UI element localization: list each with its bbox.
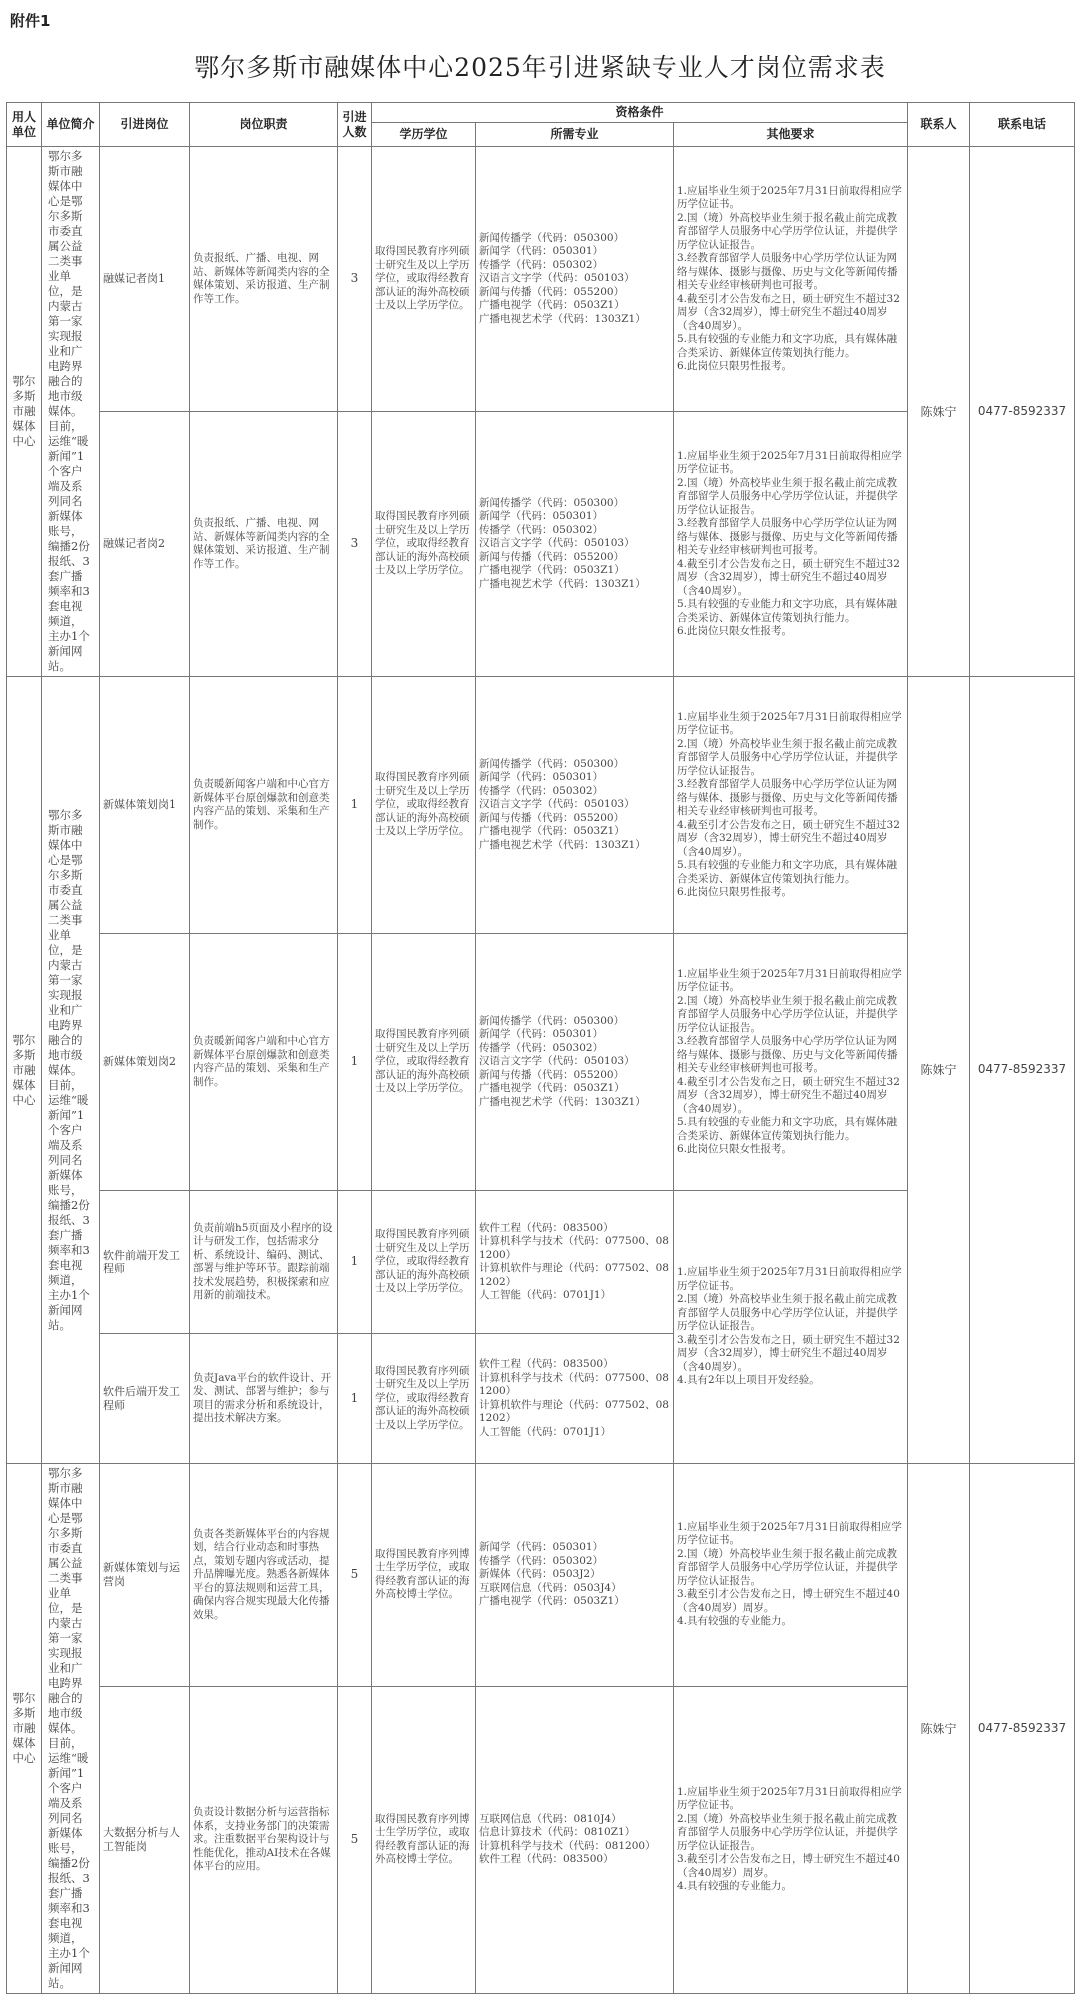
count-cell: 1 bbox=[338, 1334, 372, 1464]
unit-cell: 鄂尔多斯市融媒体中心 bbox=[7, 677, 42, 1464]
requirements-cell bbox=[674, 934, 908, 1191]
count-cell: 5 bbox=[338, 1464, 372, 1687]
req-line: 1.应届毕业生须于2025年7月31日前取得相应学历学位证书。 bbox=[677, 1520, 902, 1547]
duty-cell: 负责Java平台的软件设计、开发、测试、部署与维护；参与项目的需求分析和系统设计，提出技术解决方案。 bbox=[190, 1334, 338, 1464]
req-line: 2.国（境）外高校毕业生须于报名截止前完成教育部留学人员服务中心学历学位认证，并提供学历学位认证报告。 bbox=[677, 737, 898, 777]
major-line: 广播电视学（代码：0503Z1） bbox=[479, 299, 625, 312]
req-line: 2.国（境）外高校毕业生须于报名截止前完成教育部留学人员服务中心学历学位认证，并提供学历学位认证报告。 bbox=[677, 1293, 898, 1333]
major-line: 汉语言文字学（代码：050103） bbox=[479, 272, 635, 285]
requirements-cell bbox=[674, 1464, 908, 1687]
major-line: 软件工程（代码：083500） bbox=[479, 1853, 614, 1866]
duty-cell: 负责设计数据分析与运营指标体系，支持业务部门的决策需求。注重数据平台架构设计与性能优化，推动AI技术在各媒体平台的应用。 bbox=[190, 1686, 338, 1993]
major-line: 广播电视学（代码：0503Z1） bbox=[479, 1595, 625, 1608]
header-contact: 联系人 bbox=[908, 103, 970, 147]
major-line: 计算机软件与理论（代码：077502、081202） bbox=[479, 1398, 669, 1424]
major-line: 汉语言文字学（代码：050103） bbox=[479, 798, 635, 811]
header-other: 其他要求 bbox=[674, 123, 908, 147]
major-line: 广播电视学（代码：0503Z1） bbox=[479, 564, 625, 577]
req-line: 4.截至引才公告发布之日，硕士研究生不超过32周岁（含32周岁），博士研究生不超过40周岁（含40周岁）。 bbox=[677, 292, 900, 332]
req-line: 4.具有较强的专业能力。 bbox=[677, 1880, 793, 1893]
req-line: 1.应届毕业生须于2025年7月31日前取得相应学历学位证书。 bbox=[677, 1266, 902, 1292]
major-line: 传播学（代码：050302） bbox=[479, 258, 604, 271]
major-line: 人工智能（代码：0701J1） bbox=[479, 1289, 612, 1301]
edu-cell: 取得国民教育序列硕士研究生及以上学历学位，或取得经教育部认证的海外高校硕士及以上学历学位。 bbox=[372, 677, 476, 934]
major-line: 互联网信息（代码：0503J4） bbox=[479, 1581, 622, 1594]
major-line: 广播电视学（代码：0503Z1） bbox=[479, 825, 625, 838]
req-line: 3.截至引才公告发布之日，博士研究生不超过40（含40周岁）周岁。 bbox=[677, 1853, 900, 1879]
duty-cell: 负责前端h5页面及小程序的设计与研发工作，包括需求分析、系统设计、编码、测试、部署与维护等环节。跟踪前端技术发展趋势，积极探索和应用新的前端技术。 bbox=[190, 1191, 338, 1334]
major-line: 人工智能（代码：0701J1） bbox=[479, 1425, 612, 1438]
major-line: 新媒体（代码：0503J2） bbox=[479, 1568, 601, 1581]
contact-cell: 陈姝宁 bbox=[908, 677, 970, 1464]
edu-cell: 取得国民教育序列博士生学历学位，或取得经教育部认证的海外高校博士学位。 bbox=[372, 1686, 476, 1993]
major-line: 传播学（代码：050302） bbox=[479, 1041, 604, 1054]
major-line: 计算机软件与理论（代码：077502、081202） bbox=[479, 1262, 669, 1288]
major-cell bbox=[476, 1334, 674, 1464]
count-cell: 3 bbox=[338, 412, 372, 677]
intro-cell: 鄂尔多斯市融媒体中心是鄂尔多斯市委直属公益二类事业单位，是内蒙古第一家实现报业和广电跨界融合的地市级媒体。目前，运维“暖新闻”1个客户端及系列同名新媒体账号，编播2份报纸、3套广播频率和3套电视频道，主办1个新闻网站。 bbox=[42, 147, 100, 677]
req-line: 3.截至引才公告发布之日，硕士研究生不超过32周岁（含32周岁），博士研究生不超过40周岁（含40周岁）。 bbox=[677, 1333, 900, 1373]
header-count: 引进人数 bbox=[338, 103, 372, 147]
edu-cell: 取得国民教育序列硕士研究生及以上学历学位，或取得经教育部认证的海外高校硕士及以上学历学位。 bbox=[372, 934, 476, 1191]
post-cell: 大数据分析与人工智能岗 bbox=[100, 1686, 190, 1993]
unit-cell: 鄂尔多斯市融媒体中心 bbox=[7, 1464, 42, 1994]
post-cell: 软件前端开发工程师 bbox=[100, 1191, 190, 1334]
major-line: 汉语言文字学（代码：050103） bbox=[479, 537, 635, 550]
major-line: 计算机科学与技术（代码：077500、081200） bbox=[479, 1371, 669, 1397]
major-cell bbox=[476, 677, 674, 934]
major-cell bbox=[476, 1464, 674, 1687]
table-row bbox=[7, 677, 1075, 934]
intro-cell: 鄂尔多斯市融媒体中心是鄂尔多斯市委直属公益二类事业单位，是内蒙古第一家实现报业和广电跨界融合的地市级媒体。目前，运维“暖新闻”1个客户端及系列同名新媒体账号，编播2份报纸、3套广播频率和3套电视频道，主办1个新闻网站。 bbox=[42, 1464, 100, 1994]
requirements-table bbox=[6, 102, 1075, 1994]
requirements-cell bbox=[674, 147, 908, 412]
header-unit: 用人单位 bbox=[7, 103, 42, 147]
phone-cell: 0477-8592337 bbox=[970, 677, 1075, 1464]
major-line: 新闻学（代码：050301） bbox=[479, 1541, 604, 1554]
major-line: 新闻与传播（代码：055200） bbox=[479, 811, 625, 824]
req-line: 5.具有较强的专业能力和文字功底，具有媒体融合类采访、新媒体宣传策划执行能力。 bbox=[677, 1116, 898, 1142]
major-line: 传播学（代码：050302） bbox=[479, 523, 604, 536]
req-line: 3.经教育部留学人员服务中心学历学位认证为网络与媒体、摄影与摄像、历史与文化等新闻传播相关专业经审核研判也可报考。 bbox=[677, 778, 898, 817]
edu-cell: 取得国民教育序列硕士研究生及以上学历学位，或取得经教育部认证的海外高校硕士及以上学历学位。 bbox=[372, 1334, 476, 1464]
count-cell: 1 bbox=[338, 1191, 372, 1334]
duty-cell: 负责各类新媒体平台的内容规划，结合行业动态和时事热点，策划专题内容或活动，提升品牌曝光度。熟悉各新媒体平台的算法规则和运营工具，确保内容合规实现最大化传播效果。 bbox=[190, 1464, 338, 1687]
req-line: 1.应届毕业生须于2025年7月31日前取得相应学历学位证书。 bbox=[677, 710, 902, 736]
req-line: 6.此岗位只限女性报考。 bbox=[677, 625, 793, 637]
header-post: 引进岗位 bbox=[100, 103, 190, 147]
duty-cell: 负责报纸、广播、电视、网站、新媒体等新闻类内容的全媒体策划、采访报道、生产制作等工作。 bbox=[190, 147, 338, 412]
header-duty: 岗位职责 bbox=[190, 103, 338, 147]
major-line: 广播电视艺术学（代码：1303Z1） bbox=[479, 312, 646, 325]
major-line: 软件工程（代码：083500） bbox=[479, 1221, 614, 1234]
req-line: 2.国（境）外高校毕业生须于报名截止前完成教育部留学人员服务中心学历学位认证，并提供学历学位认证报告。 bbox=[677, 476, 898, 516]
major-line: 新闻与传播（代码：055200） bbox=[479, 550, 625, 563]
req-line: 3.经教育部留学人员服务中心学历学位认证为网络与媒体、摄影与摄像、历史与文化等新闻传播相关专业经审核研判也可报考。 bbox=[677, 1035, 898, 1074]
major-line: 计算机科学与技术（代码：077500、081200） bbox=[479, 1235, 669, 1261]
duty-cell: 负责暖新闻客户端和中心官方新媒体平台原创爆款和创意类内容产品的策划、采集和生产制作。 bbox=[190, 934, 338, 1191]
contact-cell: 陈姝宁 bbox=[908, 147, 970, 677]
major-cell bbox=[476, 934, 674, 1191]
req-line: 4.截至引才公告发布之日，硕士研究生不超过32周岁（含32周岁），博士研究生不超过40周岁（含40周岁）。 bbox=[677, 1075, 900, 1115]
req-line: 2.国（境）外高校毕业生须于报名截止前完成教育部留学人员服务中心学历学位认证，并提供学历学位认证报告。 bbox=[677, 211, 898, 251]
major-line: 新闻学（代码：050301） bbox=[479, 245, 604, 258]
req-line: 5.具有较强的专业能力和文字功底，具有媒体融合类采访、新媒体宣传策划执行能力。 bbox=[677, 859, 898, 885]
major-line: 汉语言文字学（代码：050103） bbox=[479, 1055, 635, 1068]
post-cell: 新媒体策划岗2 bbox=[100, 934, 190, 1191]
edu-cell: 取得国民教育序列硕士研究生及以上学历学位，或取得经教育部认证的海外高校硕士及以上学历学位。 bbox=[372, 1191, 476, 1334]
major-line: 新闻传播学（代码：050300） bbox=[479, 231, 625, 244]
page-title: 鄂尔多斯市融媒体中心2025年引进紧缺专业人才岗位需求表 bbox=[194, 53, 886, 82]
major-line: 软件工程（代码：083500） bbox=[479, 1358, 614, 1370]
req-line: 6.此岗位只限男性报考。 bbox=[677, 886, 793, 898]
phone-cell: 0477-8592337 bbox=[970, 1464, 1075, 1994]
edu-cell: 取得国民教育序列硕士研究生及以上学历学位，或取得经教育部认证的海外高校硕士及以上学历学位。 bbox=[372, 412, 476, 677]
unit-cell: 鄂尔多斯市融媒体中心 bbox=[7, 147, 42, 677]
header-edu: 学历学位 bbox=[372, 123, 476, 147]
req-line: 1.应届毕业生须于2025年7月31日前取得相应学历学位证书。 bbox=[677, 184, 902, 210]
req-line: 2.国（境）外高校毕业生须于报名截止前完成教育部留学人员服务中心学历学位认证，并提供学历学位认证报告。 bbox=[677, 994, 898, 1034]
edu-cell: 取得国民教育序列博士生学历学位，或取得经教育部认证的海外高校博士学位。 bbox=[372, 1464, 476, 1687]
major-line: 信息计算技术（代码：0810Z1） bbox=[479, 1826, 636, 1839]
edu-cell: 取得国民教育序列硕士研究生及以上学历学位，或取得经教育部认证的海外高校硕士及以上学历学位。 bbox=[372, 147, 476, 412]
major-cell bbox=[476, 1191, 674, 1334]
major-line: 新闻学（代码：050301） bbox=[479, 771, 604, 784]
requirements-cell bbox=[674, 677, 908, 934]
req-line: 5.具有较强的专业能力和文字功底，具有媒体融合类采访、新媒体宣传策划执行能力。 bbox=[677, 598, 898, 624]
header-major: 所需专业 bbox=[476, 123, 674, 147]
req-line: 5.具有较强的专业能力和文字功底，具有媒体融合类采访、新媒体宣传策划执行能力。 bbox=[677, 333, 898, 359]
major-line: 新闻传播学（代码：050300） bbox=[479, 757, 625, 770]
major-line: 新闻传播学（代码：050300） bbox=[479, 1014, 625, 1027]
req-line: 1.应届毕业生须于2025年7月31日前取得相应学历学位证书。 bbox=[677, 1785, 902, 1812]
count-cell: 1 bbox=[338, 677, 372, 934]
major-line: 广播电视学（代码：0503Z1） bbox=[479, 1082, 625, 1095]
header-intro: 单位简介 bbox=[42, 103, 100, 147]
duty-cell: 负责报纸、广播、电视、网站、新媒体等新闻类内容的全媒体策划、采访报道、生产制作等工作。 bbox=[190, 412, 338, 677]
attachment-label: 附件1 bbox=[10, 12, 51, 30]
req-line: 3.截至引才公告发布之日，博士研究生不超过40（含40周岁）周岁。 bbox=[677, 1588, 900, 1614]
req-line: 1.应届毕业生须于2025年7月31日前取得相应学历学位证书。 bbox=[677, 967, 902, 993]
major-cell bbox=[476, 1686, 674, 1993]
table-row bbox=[7, 1464, 1075, 1687]
intro-cell: 鄂尔多斯市融媒体中心是鄂尔多斯市委直属公益二类事业单位，是内蒙古第一家实现报业和广电跨界融合的地市级媒体。目前，运维“暖新闻”1个客户端及系列同名新媒体账号，编播2份报纸、3套广播频率和3套电视频道，主办1个新闻网站。 bbox=[42, 677, 100, 1464]
req-line: 3.经教育部留学人员服务中心学历学位认证为网络与媒体、摄影与摄像、历史与文化等新闻传播相关专业经审核研判也可报考。 bbox=[677, 252, 898, 291]
requirements-cell bbox=[674, 1686, 908, 1993]
req-line: 2.国（境）外高校毕业生须于报名截止前完成教育部留学人员服务中心学历学位认证，并提供学历学位认证报告。 bbox=[677, 1812, 898, 1852]
count-cell: 1 bbox=[338, 934, 372, 1191]
count-cell: 3 bbox=[338, 147, 372, 412]
req-line: 4.具有2年以上项目开发经验。 bbox=[677, 1374, 820, 1387]
req-line: 6.此岗位只限男性报考。 bbox=[677, 360, 793, 372]
major-line: 广播电视艺术学（代码：1303Z1） bbox=[479, 838, 646, 851]
major-line: 新闻学（代码：050301） bbox=[479, 510, 604, 523]
major-line: 传播学（代码：050302） bbox=[479, 1554, 604, 1567]
req-line: 6.此岗位只限女性报考。 bbox=[677, 1143, 793, 1155]
post-cell: 软件后端开发工程师 bbox=[100, 1334, 190, 1464]
req-line: 2.国（境）外高校毕业生须于报名截止前完成教育部留学人员服务中心学历学位认证，并提供学历学位认证报告。 bbox=[677, 1547, 898, 1587]
major-line: 新闻与传播（代码：055200） bbox=[479, 1068, 625, 1081]
count-cell: 5 bbox=[338, 1686, 372, 1993]
major-line: 新闻学（代码：050301） bbox=[479, 1028, 604, 1041]
major-line: 广播电视艺术学（代码：1303Z1） bbox=[479, 577, 646, 590]
major-line: 传播学（代码：050302） bbox=[479, 784, 604, 797]
major-cell bbox=[476, 412, 674, 677]
req-line: 4.截至引才公告发布之日，硕士研究生不超过32周岁（含32周岁），博士研究生不超过40周岁（含40周岁）。 bbox=[677, 818, 900, 858]
major-cell bbox=[476, 147, 674, 412]
post-cell: 新媒体策划与运营岗 bbox=[100, 1464, 190, 1687]
phone-cell: 0477-8592337 bbox=[970, 147, 1075, 677]
major-line: 计算机科学与技术（代码：081200） bbox=[479, 1839, 656, 1852]
duty-cell: 负责暖新闻客户端和中心官方新媒体平台原创爆款和创意类内容产品的策划、采集和生产制作。 bbox=[190, 677, 338, 934]
post-cell: 融媒记者岗2 bbox=[100, 412, 190, 677]
table-row bbox=[7, 147, 1075, 412]
header-phone: 联系电话 bbox=[970, 103, 1075, 147]
req-line: 3.经教育部留学人员服务中心学历学位认证为网络与媒体、摄影与摄像、历史与文化等新闻传播相关专业经审核研判也可报考。 bbox=[677, 517, 898, 556]
post-cell: 融媒记者岗1 bbox=[100, 147, 190, 412]
requirements-cell bbox=[674, 412, 908, 677]
major-line: 互联网信息（代码：0810J4） bbox=[479, 1812, 622, 1825]
major-line: 新闻传播学（代码：050300） bbox=[479, 496, 625, 509]
req-line: 4.具有较强的专业能力。 bbox=[677, 1615, 793, 1628]
req-line: 1.应届毕业生须于2025年7月31日前取得相应学历学位证书。 bbox=[677, 449, 902, 475]
header-qualification: 资格条件 bbox=[372, 103, 908, 123]
major-line: 新闻与传播（代码：055200） bbox=[479, 285, 625, 298]
contact-cell: 陈姝宁 bbox=[908, 1464, 970, 1994]
post-cell: 新媒体策划岗1 bbox=[100, 677, 190, 934]
req-line: 4.截至引才公告发布之日，硕士研究生不超过32周岁（含32周岁），博士研究生不超过40周岁（含40周岁）。 bbox=[677, 557, 900, 597]
major-line: 广播电视艺术学（代码：1303Z1） bbox=[479, 1095, 646, 1108]
requirements-cell bbox=[674, 1191, 908, 1464]
